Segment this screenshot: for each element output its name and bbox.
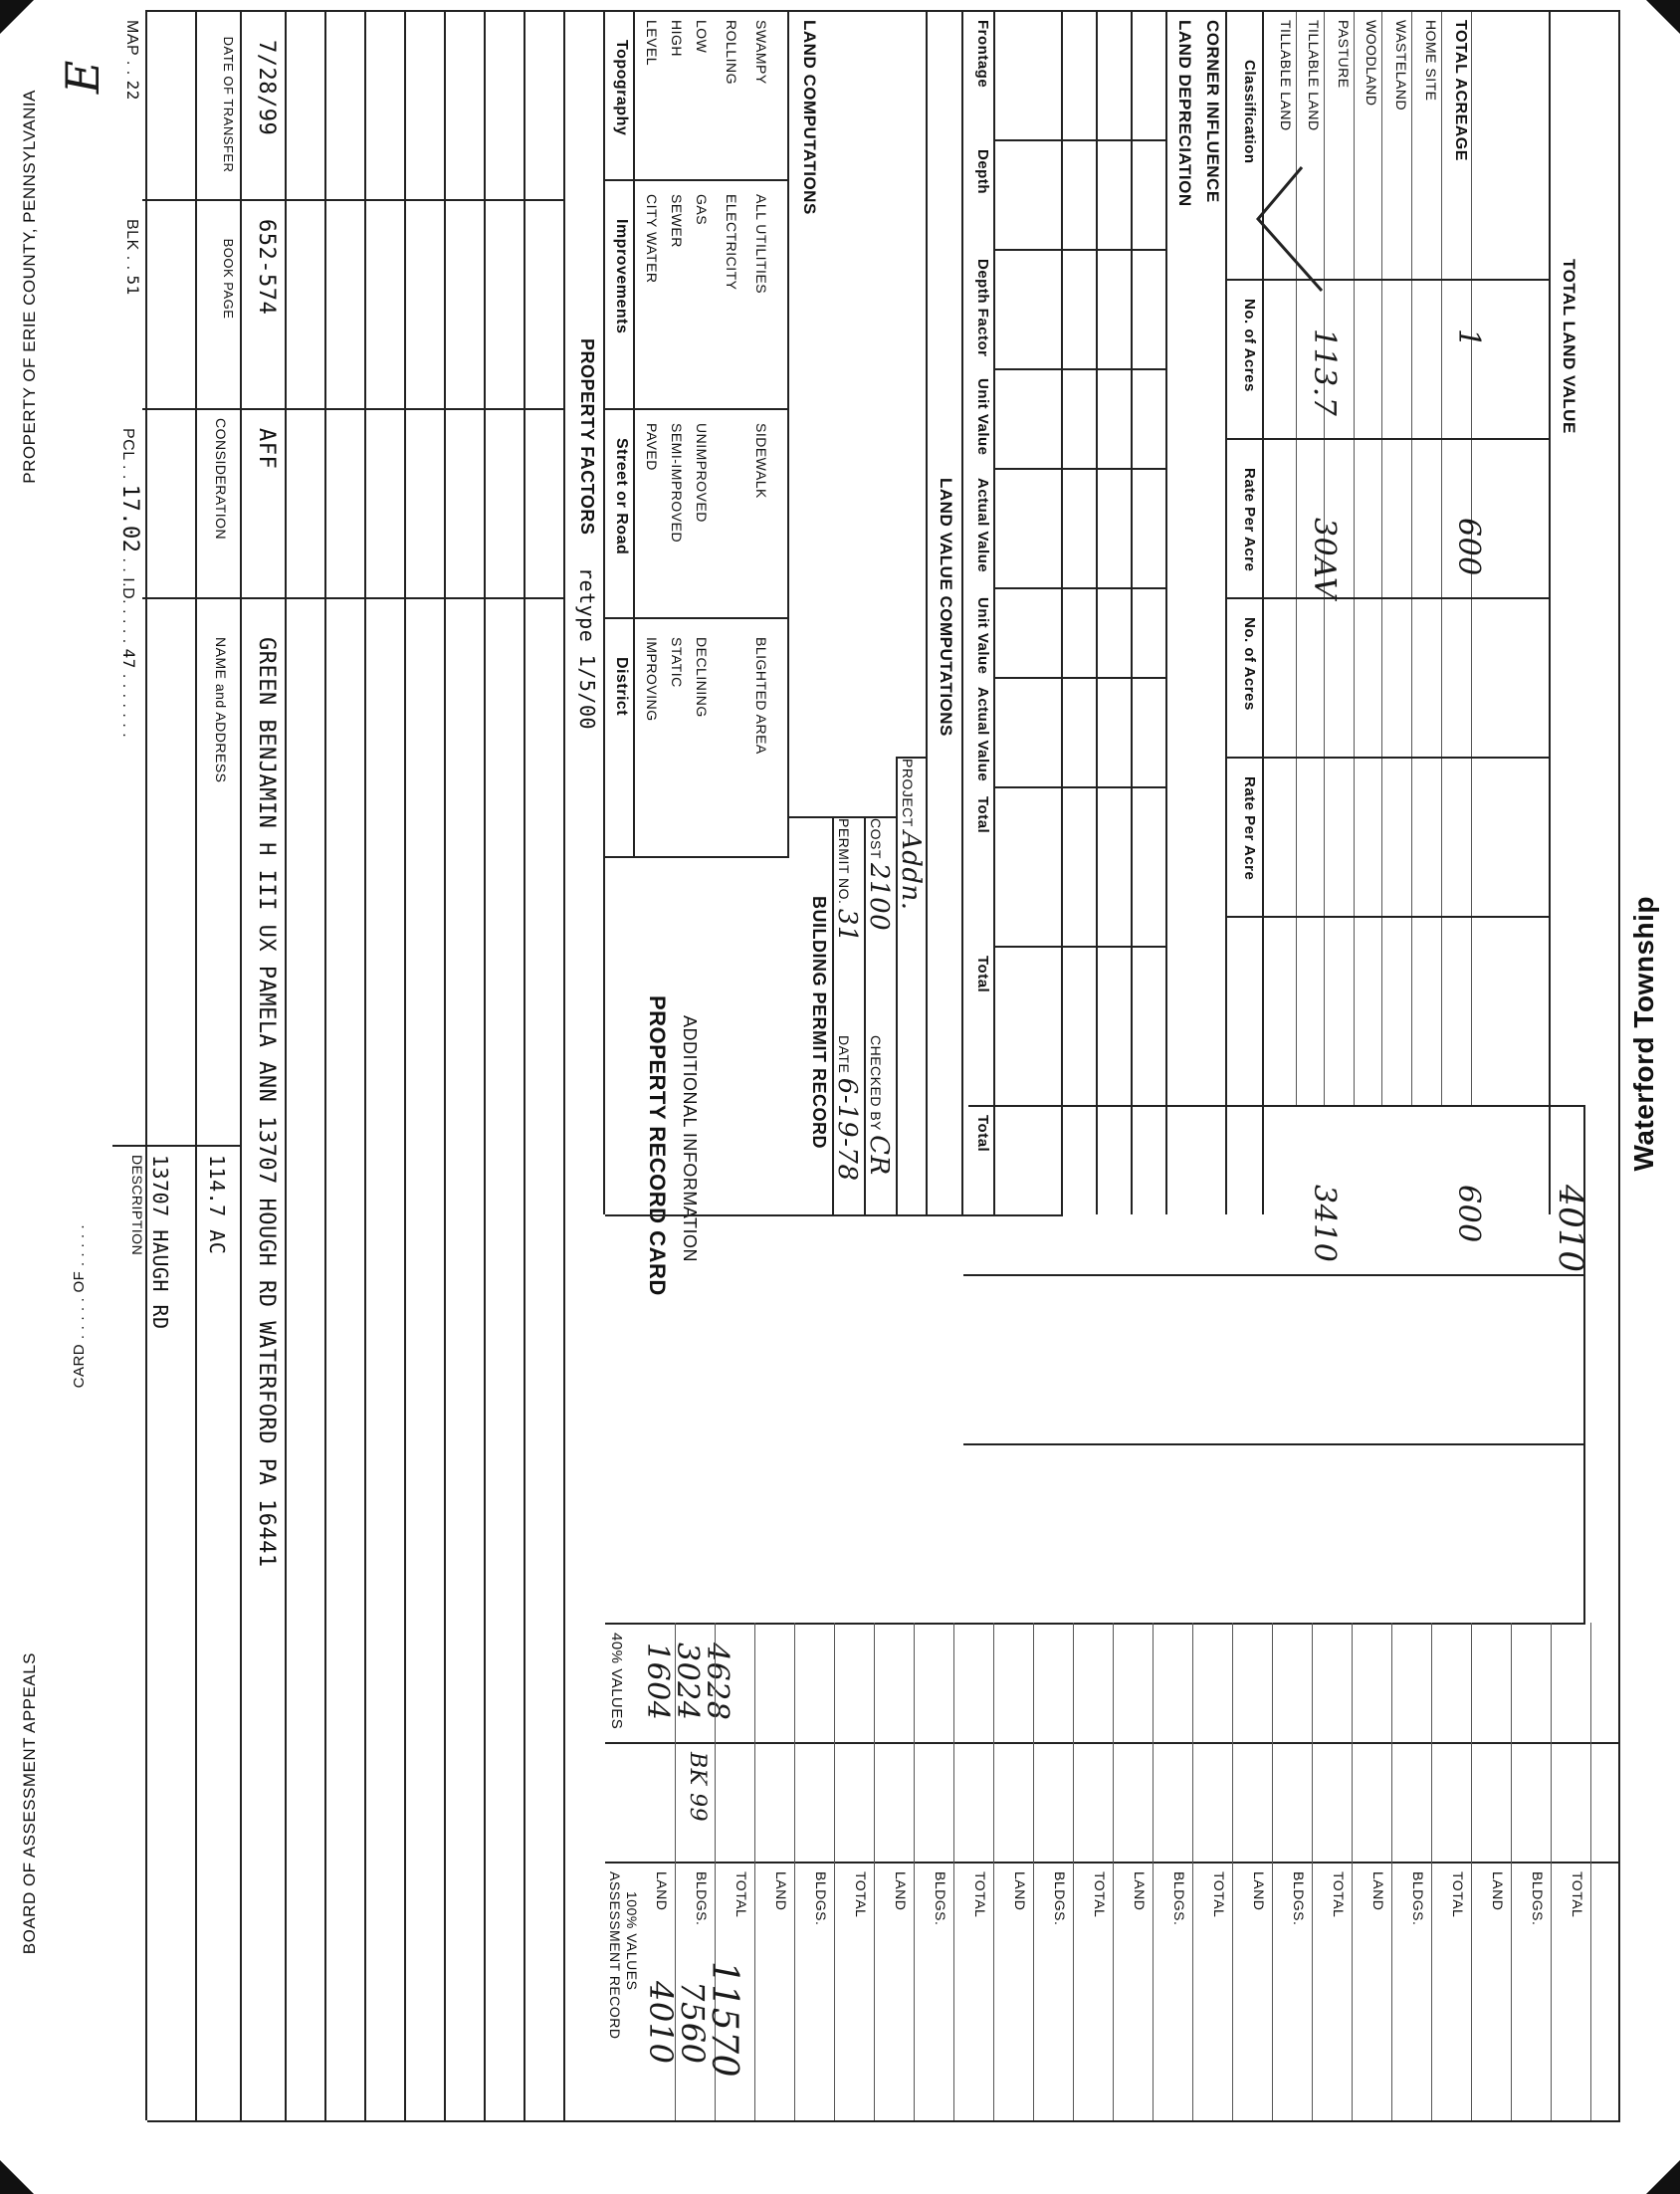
permit-title: BUILDING PERMIT RECORD	[809, 896, 829, 1149]
values40-initials: BK 99	[685, 1752, 710, 1823]
assessment-row-label: LAND	[1132, 1871, 1148, 1911]
topography-item: ROLLING	[724, 20, 739, 85]
assessment-row-label: TOTAL	[853, 1871, 869, 1918]
col-district: District	[613, 657, 630, 717]
assessment-title: ASSESSMENT RECORD	[607, 1871, 623, 2040]
lvc-header: Actual Value	[974, 478, 991, 573]
assessment-row-label: TOTAL	[734, 1871, 749, 1918]
transfer-consideration: AFF	[254, 428, 279, 470]
record-card-subtitle: ADDITIONAL INFORMATION	[680, 1015, 700, 1263]
permit-cost-label: COST 2100	[864, 818, 894, 932]
assessment-land: 4010	[642, 1981, 680, 2065]
permit-date-label: DATE 6-19-78	[832, 1035, 862, 1182]
values40-title: 40% VALUES	[608, 1633, 625, 1730]
homesite-acres: 1	[1451, 329, 1486, 348]
classification-header: No. of Acres	[1241, 299, 1258, 392]
improvement-item: SEWER	[669, 194, 685, 248]
assessment-row-label: TOTAL	[1092, 1871, 1108, 1918]
street-item: PAVED	[644, 423, 660, 471]
tillable-acres: 113.7	[1307, 329, 1342, 417]
topography-item: HIGH	[669, 20, 685, 57]
card-label: CARD . . . . . OF . . . . .	[71, 1224, 88, 1389]
description-value: 13707 HAUGH RD	[148, 1155, 172, 1330]
book-page-header: BOOK PAGE	[221, 238, 236, 320]
classification-header: No. of Acres	[1241, 617, 1258, 711]
tillable-total: 3410	[1307, 1185, 1342, 1263]
retype-note: retype 1/5/00	[575, 567, 599, 731]
assessment-total: 11570	[704, 1961, 744, 2079]
map-label: MAP . . 22	[123, 20, 142, 101]
values40-total: 4628	[700, 1643, 735, 1721]
map-value: 22	[123, 80, 142, 101]
permit-no-label: PERMIT NO. 31	[832, 818, 862, 943]
homesite-rate: 600	[1451, 518, 1486, 576]
blk-label: BLK . . 51	[123, 219, 142, 296]
district-item: DECLINING	[694, 637, 710, 718]
assessment-row-label: LAND	[1370, 1871, 1386, 1911]
blk-value: 51	[123, 275, 142, 296]
classification-row: TILLABLE LAND	[1306, 20, 1322, 131]
permit-project-label: PROJECT Addn.	[896, 759, 926, 911]
tillable-checkmark	[1252, 159, 1332, 299]
assessment-row-label: BLDGS.	[813, 1871, 829, 1926]
assessment-row-label: TOTAL	[1450, 1871, 1466, 1918]
assessment-row-label: LAND	[1012, 1871, 1028, 1911]
street-item: SEMI-IMPROVED	[669, 423, 685, 544]
classification-row: HOME SITE	[1423, 20, 1439, 102]
card-letter: E	[56, 60, 109, 95]
col-street: Street or Road	[613, 438, 630, 555]
land-depreciation-label: LAND DEPRECIATION	[1175, 20, 1194, 207]
classification-header: Rate Per Acre	[1241, 776, 1258, 881]
improvement-item: CITY WATER	[644, 194, 660, 284]
assessment-row-label: BLDGS.	[1530, 1871, 1546, 1926]
township-title: Waterford Township	[1628, 896, 1659, 1172]
values40-bldgs: 3024	[670, 1643, 705, 1721]
record-card-title: PROPERTY RECORD CARD	[645, 995, 670, 1296]
assessment-bldgs: 7560	[674, 1981, 712, 2065]
assessment-row-label: BLDGS.	[1410, 1871, 1426, 1926]
permit-cost-value: 2100	[864, 863, 894, 932]
assessment-row-label: LAND	[1251, 1871, 1267, 1911]
assessment-row-label: TOTAL	[1211, 1871, 1227, 1918]
lvc-header: Total	[974, 956, 991, 993]
permit-no-value: 31	[832, 908, 862, 943]
topography-item: LOW	[694, 20, 710, 54]
permit-checked-value: CR	[864, 1135, 894, 1176]
assessment-row-label: LAND	[654, 1871, 670, 1911]
transfer-name-address: GREEN BENJAMIN H III UX PAMELA ANN 13707 HOUGH RD WATERFORD PA 16441	[254, 637, 279, 1568]
district-item: STATIC	[669, 637, 685, 688]
transfer-date: 7/28/99	[254, 40, 279, 136]
footer-right: BOARD OF ASSESSMENT APPEALS	[20, 1652, 39, 1955]
assessment-row-label: LAND	[773, 1871, 789, 1911]
assessment-row-label: BLDGS.	[1171, 1871, 1187, 1926]
assessment-row-label: BLDGS.	[694, 1871, 710, 1926]
corner-influence-label: CORNER INFLUENCE	[1203, 20, 1222, 203]
permit-date-value: 6-19-78	[832, 1077, 862, 1182]
property-factors-title: PROPERTY FACTORS	[577, 338, 597, 536]
land-computations-title: LAND COMPUTATIONS	[800, 20, 819, 215]
classification-row: WOODLAND	[1364, 20, 1379, 107]
transfer-book-page: 652-574	[254, 219, 279, 316]
tillable-rate: 30AV	[1307, 518, 1342, 600]
lvc-header: Frontage	[974, 20, 991, 89]
assessment-row-label: TOTAL	[1331, 1871, 1347, 1918]
street-item: SIDEWALK	[753, 423, 769, 499]
pcl-value: 17.02	[117, 484, 142, 553]
values40-land: 1604	[640, 1643, 675, 1721]
permit-project-value: Addn.	[896, 830, 926, 911]
homesite-total: 600	[1451, 1185, 1486, 1243]
assessment-row-label: BLDGS.	[1052, 1871, 1068, 1926]
classification-row: PASTURE	[1336, 20, 1352, 89]
improvement-item: GAS	[694, 194, 710, 226]
total-land-value-label: TOTAL LAND VALUE	[1560, 259, 1578, 434]
district-item: IMPROVING	[644, 637, 660, 722]
assessment-row-label: TOTAL	[972, 1871, 988, 1918]
classification-header: Classification	[1241, 60, 1258, 164]
classification-row: WASTELAND	[1393, 20, 1409, 111]
assessment-subtitle: 100% VALUES	[624, 1891, 640, 1991]
acreage-value: 114.7 AC	[205, 1155, 229, 1255]
lvc-title: LAND VALUE COMPUTATIONS	[937, 478, 955, 737]
improvement-item: ELECTRICITY	[724, 194, 739, 291]
consideration-header: CONSIDERATION	[213, 418, 229, 541]
classification-header: Rate Per Acre	[1241, 468, 1258, 572]
description-label: DESCRIPTION	[129, 1155, 145, 1256]
street-item: UNIMPROVED	[694, 423, 710, 523]
id-value: 47	[119, 648, 138, 669]
col-improvements: Improvements	[613, 219, 630, 334]
lvc-header: Total	[974, 1115, 991, 1153]
name-address-header: NAME and ADDRESS	[213, 637, 229, 783]
assessment-row-label: BLDGS.	[1291, 1871, 1307, 1926]
assessment-row-label: TOTAL	[1570, 1871, 1585, 1918]
date-of-transfer-header: DATE OF TRANSFER	[221, 36, 236, 173]
topography-item: SWAMPY	[753, 20, 769, 85]
assessment-row-label: LAND	[1490, 1871, 1506, 1911]
assessment-row-label: LAND	[893, 1871, 909, 1911]
footer-left: PROPERTY OF ERIE COUNTY, PENNSYLVANIA	[20, 90, 39, 484]
col-topography: Topography	[613, 40, 630, 136]
improvement-item: ALL UTILITIES	[753, 194, 769, 295]
pcl-label: PCL . . 17.02 . . I.D. . . . . 47 . . . . . . .	[117, 428, 142, 739]
classification-row: TOTAL ACREAGE	[1452, 20, 1469, 161]
lvc-header: Actual Value	[974, 687, 991, 782]
lvc-header: Unit Value	[974, 597, 991, 675]
lvc-header: Depth Factor	[974, 259, 991, 357]
permit-checked-label: CHECKED BY CR	[864, 1035, 894, 1176]
topography-item: LEVEL	[644, 20, 660, 67]
lvc-header: Unit Value	[974, 378, 991, 456]
district-item: BLIGHTED AREA	[753, 637, 769, 755]
lvc-header: Total	[974, 796, 991, 834]
assessment-row-label: BLDGS.	[933, 1871, 948, 1926]
lvc-header: Depth	[974, 149, 991, 194]
classification-row: TILLABLE LAND	[1278, 20, 1294, 131]
total-land-value: 4010	[1551, 1185, 1590, 1273]
